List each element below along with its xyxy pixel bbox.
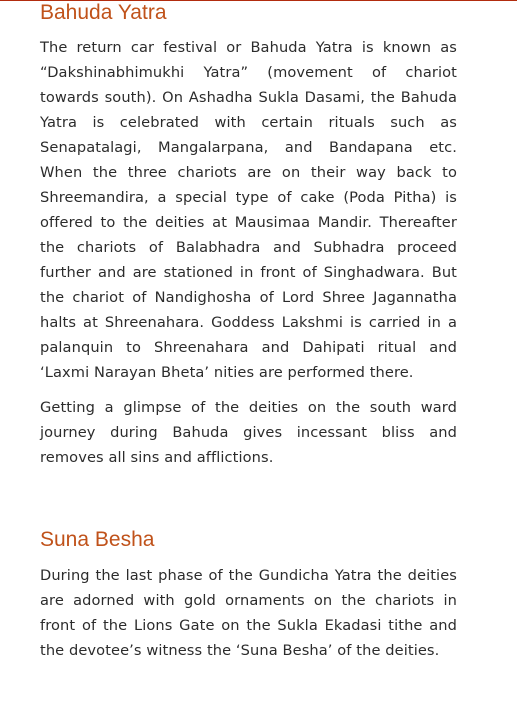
section-heading-bahuda-yatra: Bahuda Yatra — [40, 1, 167, 24]
article-content — [40, 0, 457, 663]
section-heading-suna-besha: Suna Besha — [40, 528, 155, 551]
bahuda-yatra-paragraph-1: The return car festival or Bahuda Yatra is known as “Dakshinabhimukhi Yatra” (movement of chariot towards south). On Ashadha Sukla Dasami, the Bahuda Yatra is celebrated with certain rituals such as Senapatalagi, Mangalarpana, and Bandapana etc. When the three chariots are on their way back to Shreemandira, a special type of cake (Poda Pitha) is offered to the deities at Mausimaa Mandir. Thereafter the chariots of Balabhadra and Subhadra proceed further and are stationed in front of Singhadwara. But the chariot of Nandighosha of Lord Shree Jagannatha halts at Shreenahara. Goddess Lakshmi is carried in a palanquin to Shreenahara and Dahipati ritual and ‘Laxmi Narayan Bheta’ nities are performed there. — [40, 39, 457, 381]
bahuda-yatra-paragraph-2: Getting a glimpse of the deities on the south ward journey during Bahuda gives incessant bliss and removes all sins and afflictions. — [40, 399, 457, 466]
suna-besha-paragraph-1: During the last phase of the Gundicha Yatra the deities are adorned with gold ornaments on the chariots in front of the Lions Gate on the Sukla Ekadasi tithe and the devotee’s witness the ‘Suna Besha’ of the deities. — [40, 567, 457, 659]
